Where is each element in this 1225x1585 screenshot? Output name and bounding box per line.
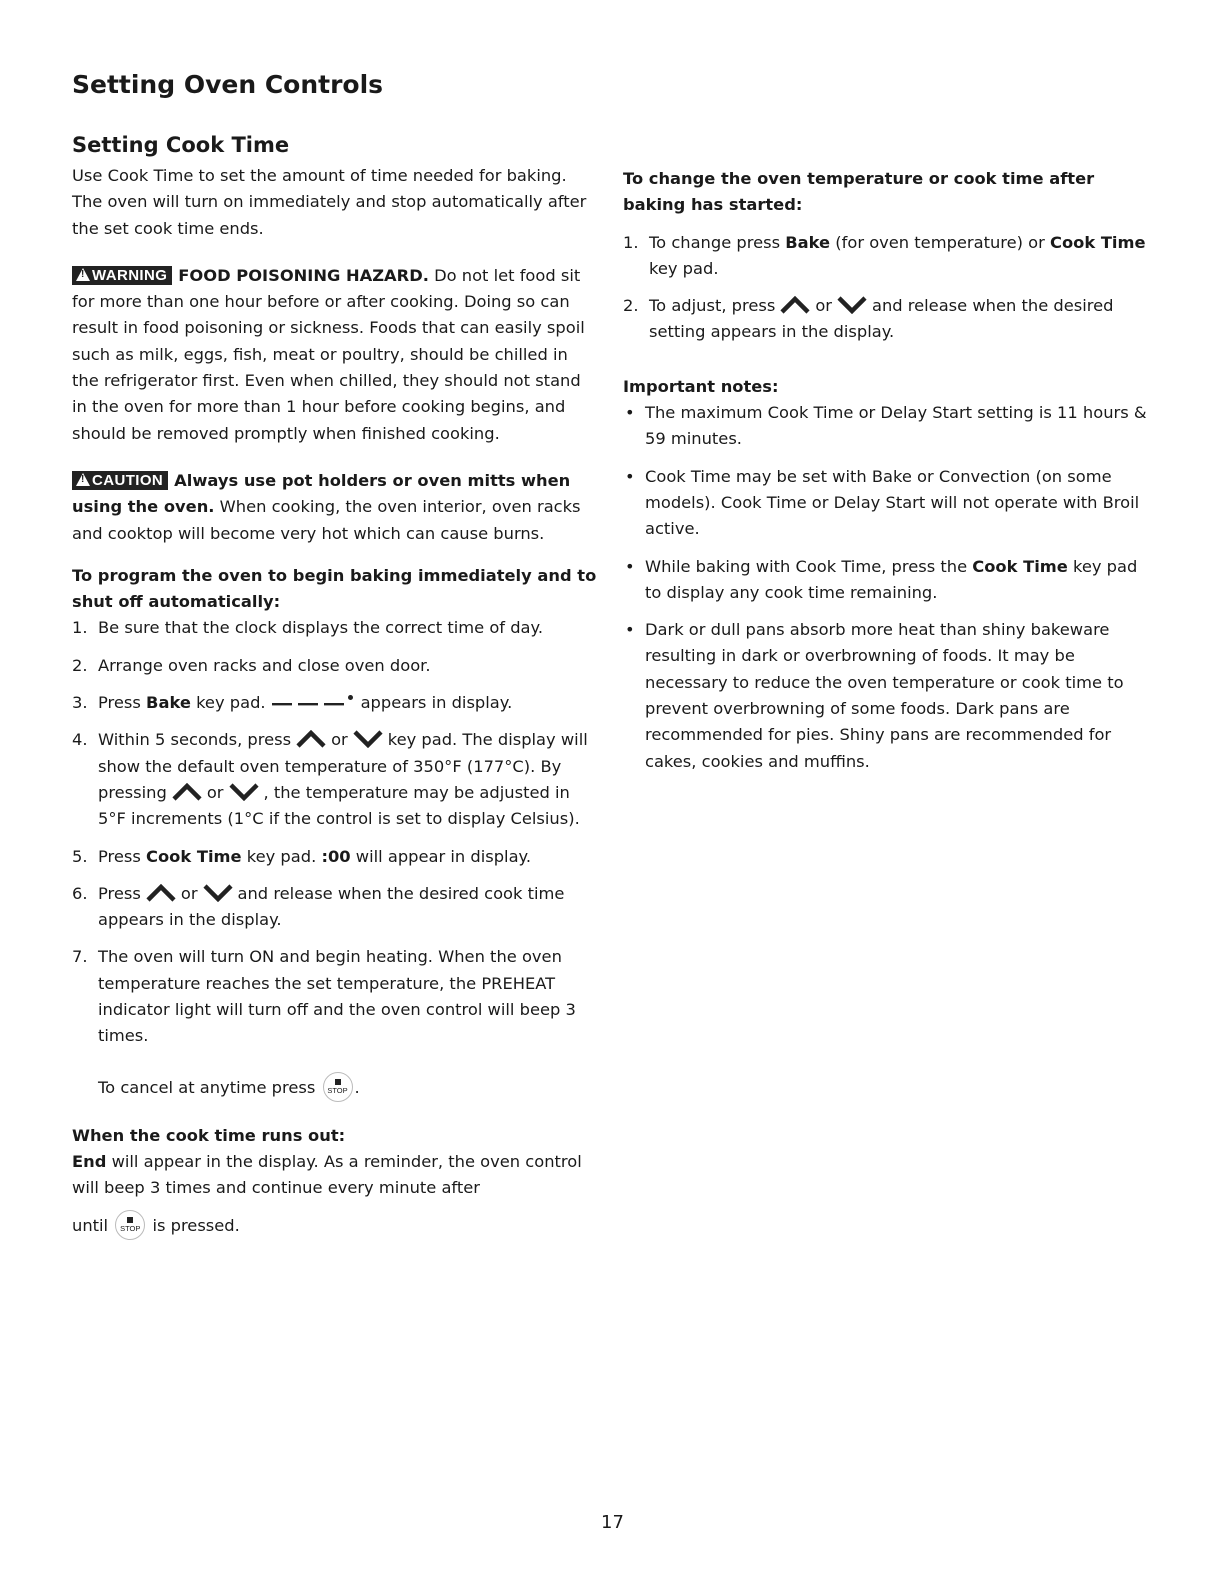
caution-badge: !CAUTION — [72, 471, 168, 490]
caution-triangle-icon — [76, 473, 90, 486]
left-column — [72, 131, 597, 1240]
up-arrow-icon — [172, 783, 202, 801]
up-arrow-icon — [146, 884, 176, 902]
section-title: Setting Cook Time — [72, 133, 290, 157]
step-1: 1. Be sure that the clock displays the correct time of day. — [72, 618, 543, 638]
intro-paragraph: Use Cook Time to set the amount of time needed for baking. The oven will turn on immediately and stop automatically after the set cook time ends. — [72, 166, 587, 238]
caution-block — [72, 468, 597, 547]
caution-text: When cooking, the oven interior, oven racks and cooktop will become very hot which can cause burns. — [72, 497, 581, 543]
step-7: 7. The oven will turn ON and begin heating. When the oven temperature reaches the set temperature, the PREHEAT indicator light will turn off and the oven control will beep 3 times. — [72, 947, 576, 1046]
change-step-1: 1. To change press Bake (for oven temperature) or Cook Time key pad. — [623, 232, 1146, 278]
up-arrow-icon — [296, 730, 326, 748]
warning-text: Do not let food sit for more than one hour before or after cooking. Doing so can result in food poisoning or sickness. Foods that can easily spoil such as milk, eggs, fish, meat or poultry, should be chilled in the refrigerator first. Even when chilled, they should not stand in the oven for more than 1 hour before cooking begins, and should be removed promptly when finished cooking. — [72, 265, 585, 443]
down-arrow-icon — [353, 730, 383, 748]
runs-out-heading: When the cook time runs out: — [72, 1125, 346, 1145]
down-arrow-icon — [837, 296, 867, 314]
change-step-2: 2. To adjust, press or and release when the desired setting appears in the display. — [623, 296, 1114, 342]
step-2: 2. Arrange oven racks and close oven door. — [72, 655, 431, 675]
step-4: 4. Within 5 seconds, press or key pad. The display will show the default oven temperature of 350°F (177°C). By pressing or , the temperature may be adjusted in 5°F increments (1°C if the control is set to display Celsius). — [72, 730, 588, 829]
degree-dot-icon — [348, 695, 353, 700]
stop-key-icon: STOP — [323, 1072, 353, 1102]
program-steps — [72, 615, 597, 1049]
step-5: 5. Press Cook Time key pad. :00 will appear in display. — [72, 846, 532, 866]
note-item: • Cook Time may be set with Bake or Convection (on some models). Cook Time or Delay Start will not operate with Broil active. — [625, 466, 1140, 539]
step-6: 6. Press or and release when the desired cook time appears in the display. — [72, 883, 565, 930]
program-heading: To program the oven to begin baking immediately and to shut off automatically: — [72, 565, 597, 612]
runs-out-text: End will appear in the display. As a reminder, the oven control will beep 3 times and continue every minute after — [72, 1151, 582, 1198]
page-title: Setting Oven Controls — [72, 70, 384, 99]
notes-heading: Important notes: — [623, 376, 779, 396]
cancel-line: To cancel at anytime press STOP . — [72, 1072, 597, 1102]
step-3: 3. Press Bake key pad. appears in display. — [72, 693, 513, 713]
dashes-display-icon — [272, 701, 346, 707]
stop-key-icon: STOP — [115, 1210, 145, 1240]
up-arrow-icon — [780, 296, 810, 314]
change-heading: To change the oven temperature or cook time after baking has started: — [623, 169, 1095, 215]
caution-bold: Always use pot holders or oven mitts when using the oven. — [72, 470, 571, 517]
until-line: until STOP is pressed. — [72, 1210, 597, 1240]
warning-hazard: FOOD POISONING HAZARD. — [178, 265, 429, 285]
warning-badge: !WARNING — [72, 266, 172, 285]
notes-list — [623, 400, 1158, 775]
warning-block — [72, 263, 597, 447]
page-number: 17 — [601, 1512, 624, 1533]
change-steps — [623, 230, 1158, 346]
right-column — [623, 166, 1158, 786]
note-item: • Dark or dull pans absorb more heat than shiny bakeware resulting in dark or overbrowning of foods. It may be necessary to reduce the oven temperature or cook time to prevent overbrowning of some foods. Dark pans are recommended for pies. Shiny pans are recommended for cakes, cookies and muffins. — [625, 620, 1124, 771]
warning-triangle-icon — [76, 268, 90, 281]
down-arrow-icon — [203, 884, 233, 902]
note-item: • The maximum Cook Time or Delay Start setting is 11 hours & 59 minutes. — [625, 403, 1147, 449]
down-arrow-icon — [229, 783, 259, 801]
note-item: • While baking with Cook Time, press the Cook Time key pad to display any cook time remaining. — [625, 556, 1138, 602]
